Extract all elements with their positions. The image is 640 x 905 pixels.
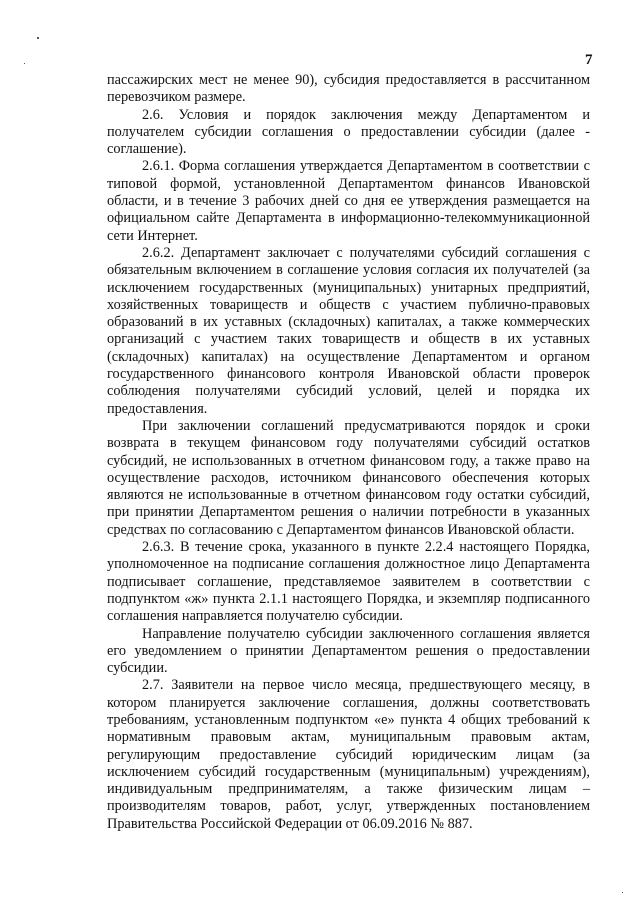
paragraph: 2.6.2. Департамент заключает с получателями субсидий соглашения с обязательным включением в соглашение условия согласия их получателей (за исключением государственных (муниципальных) унитарных предприятий, хозяйственных товариществ и обществ с участием публично-правовых образований в их уставных (складочных) капиталах, а также коммерческих организаций с участием таких товариществ и обществ в их уставных (складочных) капиталах) на осуществление Департаментом и органом государственного финансового контроля Ивановской области проверок соблюдения получателями субсидий условий, целей и порядка их предоставления. xyxy=(107,244,590,417)
paragraph: 2.6.1. Форма соглашения утверждается Департаментом в соответствии с типовой формой, установленной Департаментом финансов Ивановской области, и в течение 3 рабочих дней со дня ее утверждения размещается на официальном сайте Департамента в информационно-телекоммуникационной сети Интернет. xyxy=(107,158,590,244)
paragraph: 2.6.3. В течение срока, указанного в пункте 2.2.4 настоящего Порядка, уполномоченное на подписание соглашения должностное лицо Департамента подписывает соглашение, представляемое заявителем в соответствии с подпунктом «ж» пункта 2.1.1 настоящего Порядка, и экземпляр подписанного соглашения направляется получателю субсидии. xyxy=(107,539,590,625)
scan-speck xyxy=(622,892,623,893)
paragraph: Направление получателю субсидии заключенного соглашения является его уведомлением о принятии Департаментом решения о предоставлении субсидии. xyxy=(107,625,590,677)
scan-speck xyxy=(24,63,25,64)
paragraph: пассажирских мест не менее 90), субсидия предоставляется в рассчитанном перевозчиком размере. xyxy=(107,72,590,106)
paragraph: При заключении соглашений предусматриваются порядок и сроки возврата в текущем финансовом году получателями субсидий остатков субсидий, не использованных в отчетном финансовом году, а также право на осуществление расходов, источником финансового обеспечения которых являются не использованные в отчетном финансовом году остатки субсидий, при принятии Департаментом решения о наличии потребности в указанных средствах по согласованию с Департаментом финансов Ивановской области. xyxy=(107,417,590,538)
document-body xyxy=(107,72,590,833)
paragraph: 2.6. Условия и порядок заключения между Департаментом и получателем субсидии соглашения о предоставлении субсидии (далее - соглашение). xyxy=(107,106,590,158)
scan-speck xyxy=(37,37,39,39)
paragraph: 2.7. Заявители на первое число месяца, предшествующего месяцу, в котором планируется заключение соглашения, должны соответствовать требованиям, установленным подпунктом «е» пункта 4 общих требований к нормативным правовым актам, муниципальным правовым актам, регулирующим предоставление субсидий юридическим лицам (за исключением субсидий государственным (муниципальным) учреждениям), индивидуальным предпринимателям, а также физическим лицам – производителям товаров, работ, услуг, утвержденных постановлением Правительства Российской Федерации от 06.09.2016 № 887. xyxy=(107,677,590,832)
page-number: 7 xyxy=(585,52,593,68)
